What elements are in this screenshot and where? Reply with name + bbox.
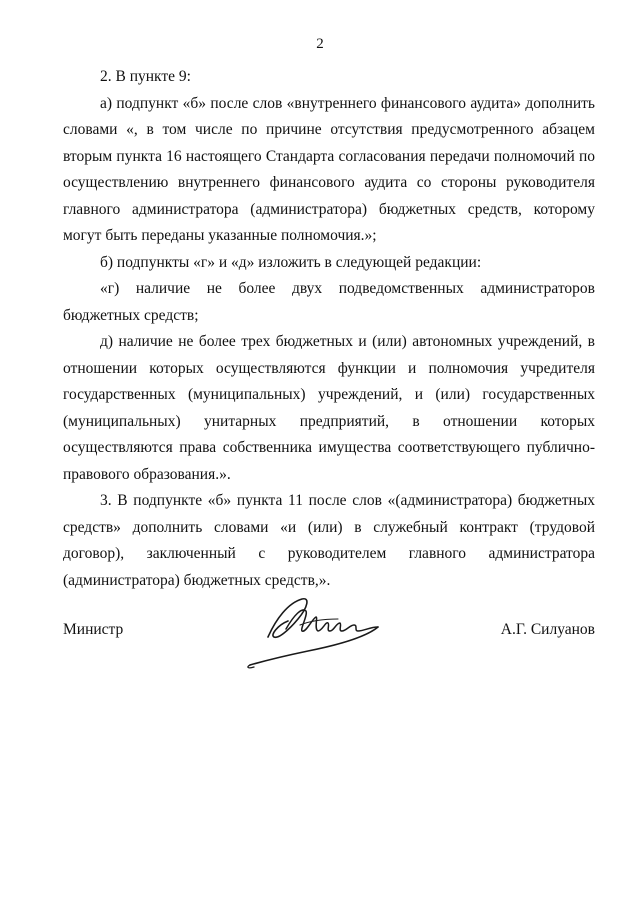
- document-body: [63, 64, 595, 594]
- paragraph-item-3: 3. В подпункте «б» пункта 11 после слов «(администратора) бюджетных средств» дополнить словами «и (или) в служебный контракт (трудовой договор), заключенный с руководителем главного администратора (администратора) бюджетных средств,».: [63, 492, 595, 589]
- page-number: 2: [316, 36, 324, 52]
- paragraph-subitem-a: а) подпункт «б» после слов «внутреннего финансового аудита» дополнить словами «, в том числе по причине отсутствия предусмотренного абзацем вторым пункта 16 настоящего Стандарта согласования передачи полномочий по осуществлению внутреннего финансового аудита со стороны руководителя главного администратора (администратора) бюджетных средств, которому могут быть переданы указанные полномочия.»;: [63, 94, 595, 244]
- signer-position: Министр: [63, 621, 124, 638]
- paragraph-subitem-b: б) подпункты «г» и «д» изложить в следующей редакции:: [100, 253, 482, 271]
- paragraph-subitem-g: «г) наличие не более двух подведомственных администраторов бюджетных средств;: [63, 280, 595, 324]
- paragraph-subitem-d: д) наличие не более трех бюджетных и (или) автономных учреждений, в отношении которых осуществляются функции и полномочия учредителя государственных (муниципальных) учреждений, и (или) государственных (муниципальных) унитарных предприятий, в отношении которых осуществляются права собственника имущества соответствующего публично-правового образования.».: [63, 333, 595, 483]
- signature-block: [63, 585, 595, 680]
- signer-name: А.Г. Силуанов: [500, 621, 595, 638]
- paragraph-item-2-heading: 2. В пункте 9:: [100, 68, 191, 85]
- handwritten-signature: [228, 585, 408, 680]
